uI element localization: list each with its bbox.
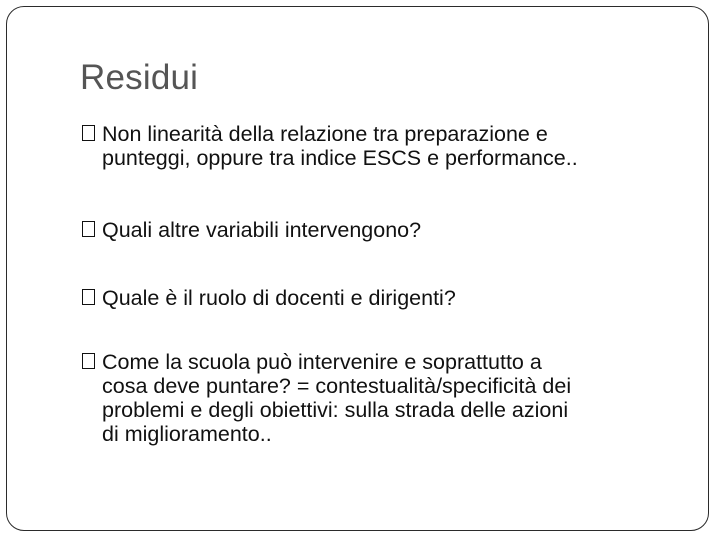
bullet-item xyxy=(82,122,692,170)
bullet-item xyxy=(82,218,692,242)
missing-glyph-box-icon xyxy=(82,353,95,369)
bullet-item xyxy=(82,350,692,446)
bullet-text: Quale è il ruolo di docenti e dirigenti? xyxy=(102,286,456,310)
missing-glyph-box-icon xyxy=(82,289,95,305)
bullet-item xyxy=(82,286,692,310)
missing-glyph-box-icon xyxy=(82,221,95,237)
slide-title: Residui xyxy=(80,58,199,97)
missing-glyph-box-icon xyxy=(82,125,95,141)
bullet-text: Come la scuola può intervenire e soprattutto a cosa deve puntare? = contestualità/specificità dei problemi e degli obiettivi: sulla strada delle azioni di miglioramento.. xyxy=(102,350,572,446)
bullet-text: Quali altre variabili intervengono? xyxy=(102,218,422,242)
bullet-text: Non linearità della relazione tra preparazione e punteggi, oppure tra indice ESCS e performance.. xyxy=(102,122,578,170)
